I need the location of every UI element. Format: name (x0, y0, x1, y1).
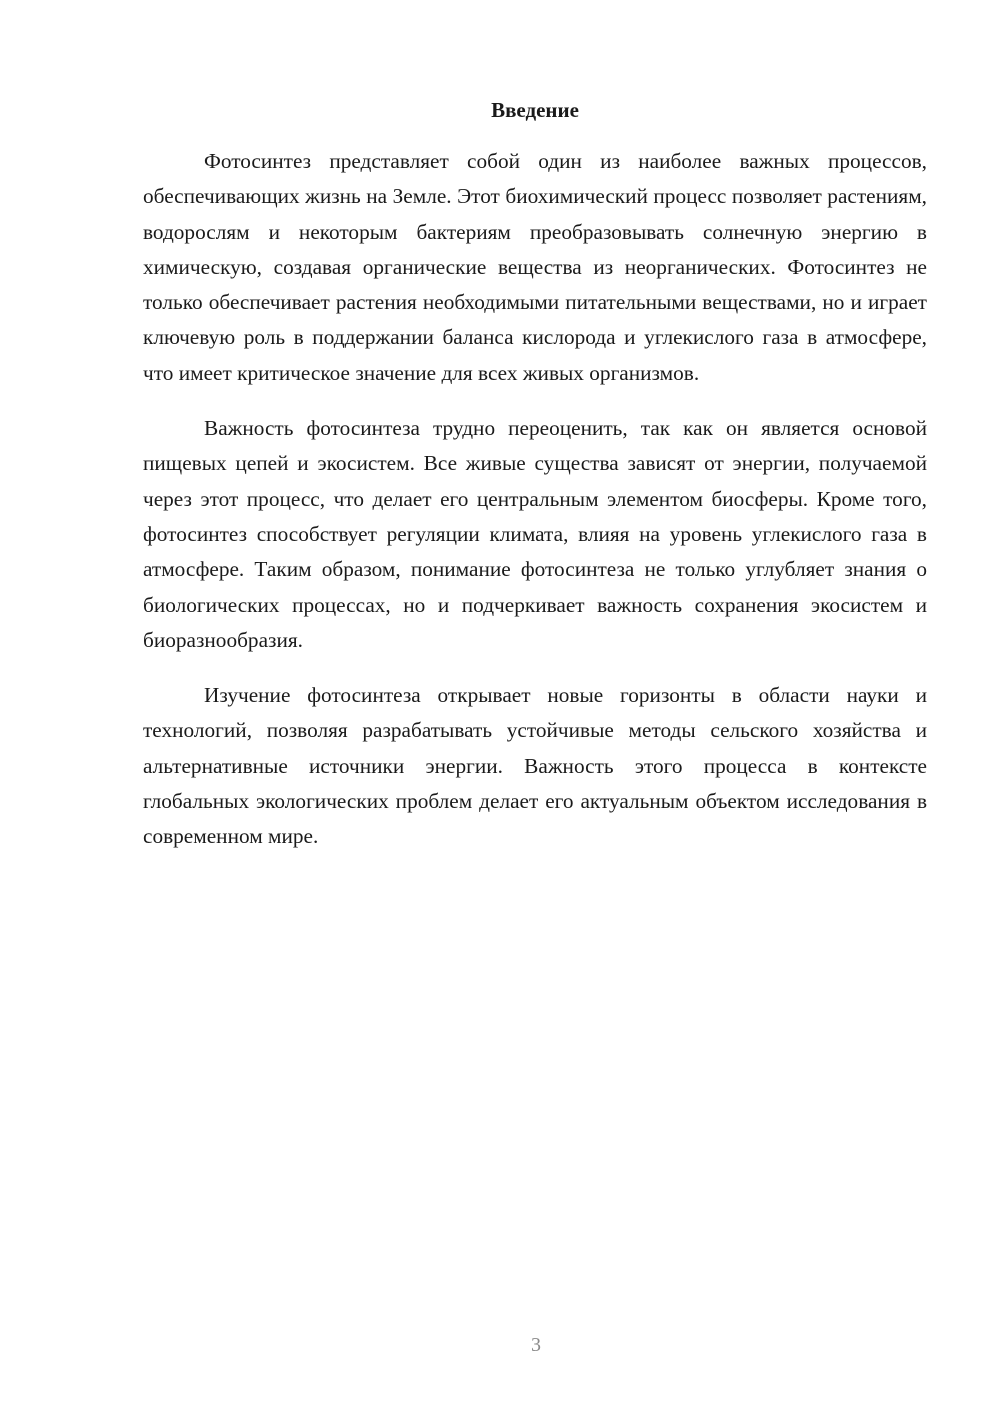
paragraph-3: Изучение фотосинтеза открывает новые горизонты в области науки и технологий, позволяя разрабатывать устойчивые методы сельского хозяйства и альтернативные источники энергии. Важность этого процесса в контексте глобальных экологических проблем делает его актуальным объектом исследования в современном мире. (143, 683, 927, 849)
section-heading: Введение (491, 98, 579, 122)
paragraph-1: Фотосинтез представляет собой один из наиболее важных процессов, обеспечивающих жизнь на Земле. Этот биохимический процесс позволяет растениям, водорослям и некоторым бактериям преобразовывать солнечную энергию в химическую, создавая органические вещества из неорганических. Фотосинтез не только обеспечивает растения необходимыми питательными веществами, но и играет ключевую роль в поддержании баланса кислорода и углекислого газа в атмосфере, что имеет критическое значение для всех живых организмов. (143, 149, 927, 385)
paragraph-2: Важность фотосинтеза трудно переоценить, так как он является основой пищевых цепей и экосистем. Все живые существа зависят от энергии, получаемой через этот процесс, что делает его центральным элементом биосферы. Кроме того, фотосинтез способствует регуляции климата, влияя на уровень углекислого газа в атмосфере. Таким образом, понимание фотосинтеза не только углубляет знания о биологических процессах, но и подчеркивает важность сохранения экосистем и биоразнообразия. (143, 416, 927, 652)
page-content (143, 95, 927, 855)
page-number: 3 (531, 1334, 541, 1356)
